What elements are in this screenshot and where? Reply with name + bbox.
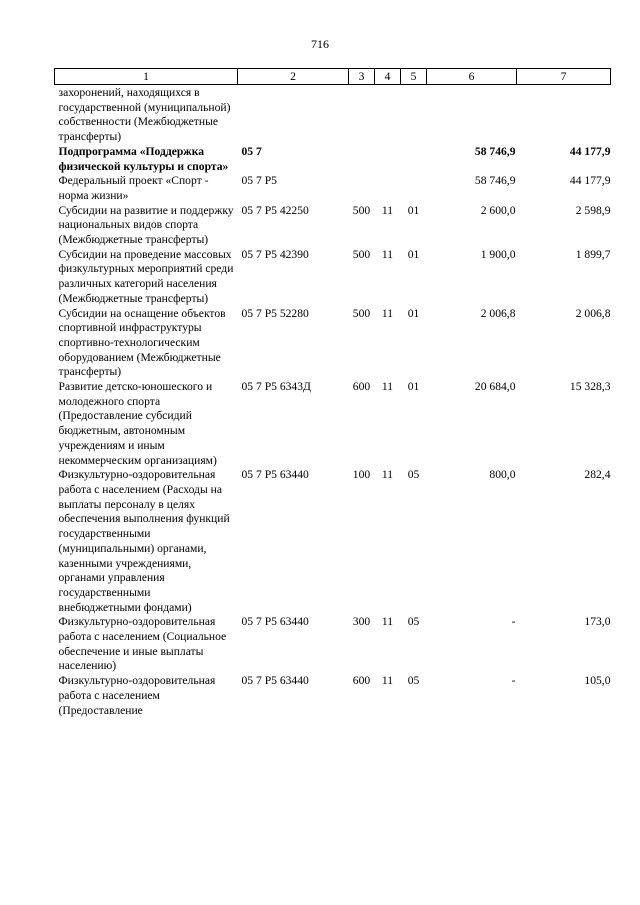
row-name: Физкультурно-оздоровительная работа с населением (Предоставление xyxy=(58,674,216,717)
row-subsection: 01 xyxy=(407,203,420,217)
row-code: 05 7 xyxy=(241,144,262,158)
row-expense-type: 600 xyxy=(352,380,371,394)
row-planned-amount: 1 900,0 xyxy=(480,247,516,261)
row-section: 11 xyxy=(381,247,394,261)
column-header-3: 3 xyxy=(349,69,375,85)
row-executed-amount: 105,0 xyxy=(584,674,611,688)
row-expense-type xyxy=(349,174,375,203)
column-header-6: 6 xyxy=(427,69,517,85)
table-row xyxy=(55,85,611,145)
row-code: 05 7 P5 52280 xyxy=(241,306,309,320)
row-code: 05 7 P5 63440 xyxy=(241,615,309,629)
row-executed-amount: 44 177,9 xyxy=(569,174,611,188)
table-row xyxy=(55,468,611,615)
row-expense-type: 300 xyxy=(352,615,371,629)
row-executed-amount: 282,4 xyxy=(584,468,611,482)
row-expense-type xyxy=(349,85,375,145)
row-executed-amount: 1 899,7 xyxy=(575,247,611,261)
row-planned-amount: 2 600,0 xyxy=(480,203,516,217)
row-code xyxy=(238,85,349,145)
row-name: Физкультурно-оздоровительная работа с населением (Социальное обеспечение и иные выплаты населению) xyxy=(58,615,227,673)
column-header-2: 2 xyxy=(238,69,349,85)
row-subsection xyxy=(401,145,427,174)
row-executed-amount xyxy=(517,85,611,145)
row-planned-amount: 2 006,8 xyxy=(480,306,516,320)
row-executed-amount: 2 598,9 xyxy=(575,203,611,217)
row-name: Субсидии на развитие и поддержку национальных видов спорта (Межбюджетные трансферты) xyxy=(58,203,234,247)
page-number: 716 xyxy=(311,37,329,51)
row-section xyxy=(375,145,401,174)
row-code: 05 7 P5 63440 xyxy=(241,674,309,688)
table-row xyxy=(55,204,611,248)
table-row xyxy=(55,674,611,718)
row-section: 11 xyxy=(381,203,394,217)
row-subsection: 01 xyxy=(407,247,420,261)
row-subsection xyxy=(401,85,427,145)
row-subsection: 05 xyxy=(407,674,420,688)
row-section xyxy=(375,174,401,203)
row-section: 11 xyxy=(381,306,394,320)
row-section: 11 xyxy=(381,674,394,688)
table-row xyxy=(55,174,611,203)
row-executed-amount: 2 006,8 xyxy=(575,306,611,320)
row-subsection xyxy=(401,174,427,203)
budget-table xyxy=(54,68,611,718)
row-name: Физкультурно-оздоровительная работа с населением (Расходы на выплаты персоналу в целях обеспечения выполнения функций государственными (муниципальными) органами, казенными учреждениями, органами управления государственными внебюджетными фондами) xyxy=(58,468,230,614)
row-planned-amount: - xyxy=(511,615,516,629)
row-expense-type xyxy=(349,145,375,174)
table-row xyxy=(55,145,611,174)
row-subsection: 05 xyxy=(407,468,420,482)
table-row xyxy=(55,380,611,468)
row-subsection: 01 xyxy=(407,380,420,394)
row-code: 05 7 P5 xyxy=(241,174,277,188)
row-code: 05 7 P5 42250 xyxy=(241,203,309,217)
row-name: Федеральный проект «Спорт - норма жизни» xyxy=(58,174,209,202)
row-planned-amount: 58 746,9 xyxy=(474,144,516,158)
column-header-5: 5 xyxy=(401,69,427,85)
row-section xyxy=(375,85,401,145)
row-planned-amount xyxy=(427,85,517,145)
row-planned-amount: - xyxy=(511,674,516,688)
row-planned-amount: 58 746,9 xyxy=(474,174,516,188)
row-expense-type: 100 xyxy=(352,468,371,482)
row-executed-amount: 15 328,3 xyxy=(569,380,611,394)
row-executed-amount: 173,0 xyxy=(584,615,611,629)
row-code: 05 7 P5 6343Д xyxy=(241,380,311,394)
row-expense-type: 500 xyxy=(352,306,371,320)
row-expense-type: 600 xyxy=(352,674,371,688)
row-name: Субсидии на проведение массовых физкультурных мероприятий среди различных категорий населения (Межбюджетные трансферты) xyxy=(58,247,234,305)
row-name: захоронений, находящихся в государственной (муниципальной) собственности (Межбюджетные трансферты) xyxy=(58,86,231,144)
row-name: Развитие детско-юношеского и молодежного спорта (Предоставление субсидий бюджетным, автономным учреждениям и иным некоммерческим организациям) xyxy=(58,380,217,467)
row-subsection: 01 xyxy=(407,306,420,320)
row-expense-type: 500 xyxy=(352,247,371,261)
table-row xyxy=(55,307,611,381)
column-header-7: 7 xyxy=(517,69,611,85)
row-name: Подпрограмма «Поддержка физической культуры и спорта» xyxy=(58,144,229,173)
row-name: Субсидии на оснащение объектов спортивной инфраструктуры спортивно-технологическим оборудованием (Межбюджетные трансферты) xyxy=(58,306,226,379)
row-executed-amount: 44 177,9 xyxy=(569,144,611,158)
table-row xyxy=(55,615,611,674)
column-header-4: 4 xyxy=(375,69,401,85)
table-header-row xyxy=(55,69,611,85)
column-header-1: 1 xyxy=(55,69,238,85)
row-code: 05 7 P5 63440 xyxy=(241,468,309,482)
table-row xyxy=(55,248,611,307)
row-planned-amount: 20 684,0 xyxy=(474,380,516,394)
row-section: 11 xyxy=(381,615,394,629)
row-section: 11 xyxy=(381,380,394,394)
table-body xyxy=(55,85,611,719)
row-code: 05 7 P5 42390 xyxy=(241,247,309,261)
row-subsection: 05 xyxy=(407,615,420,629)
row-planned-amount: 800,0 xyxy=(489,468,516,482)
row-section: 11 xyxy=(381,468,394,482)
row-expense-type: 500 xyxy=(352,203,371,217)
